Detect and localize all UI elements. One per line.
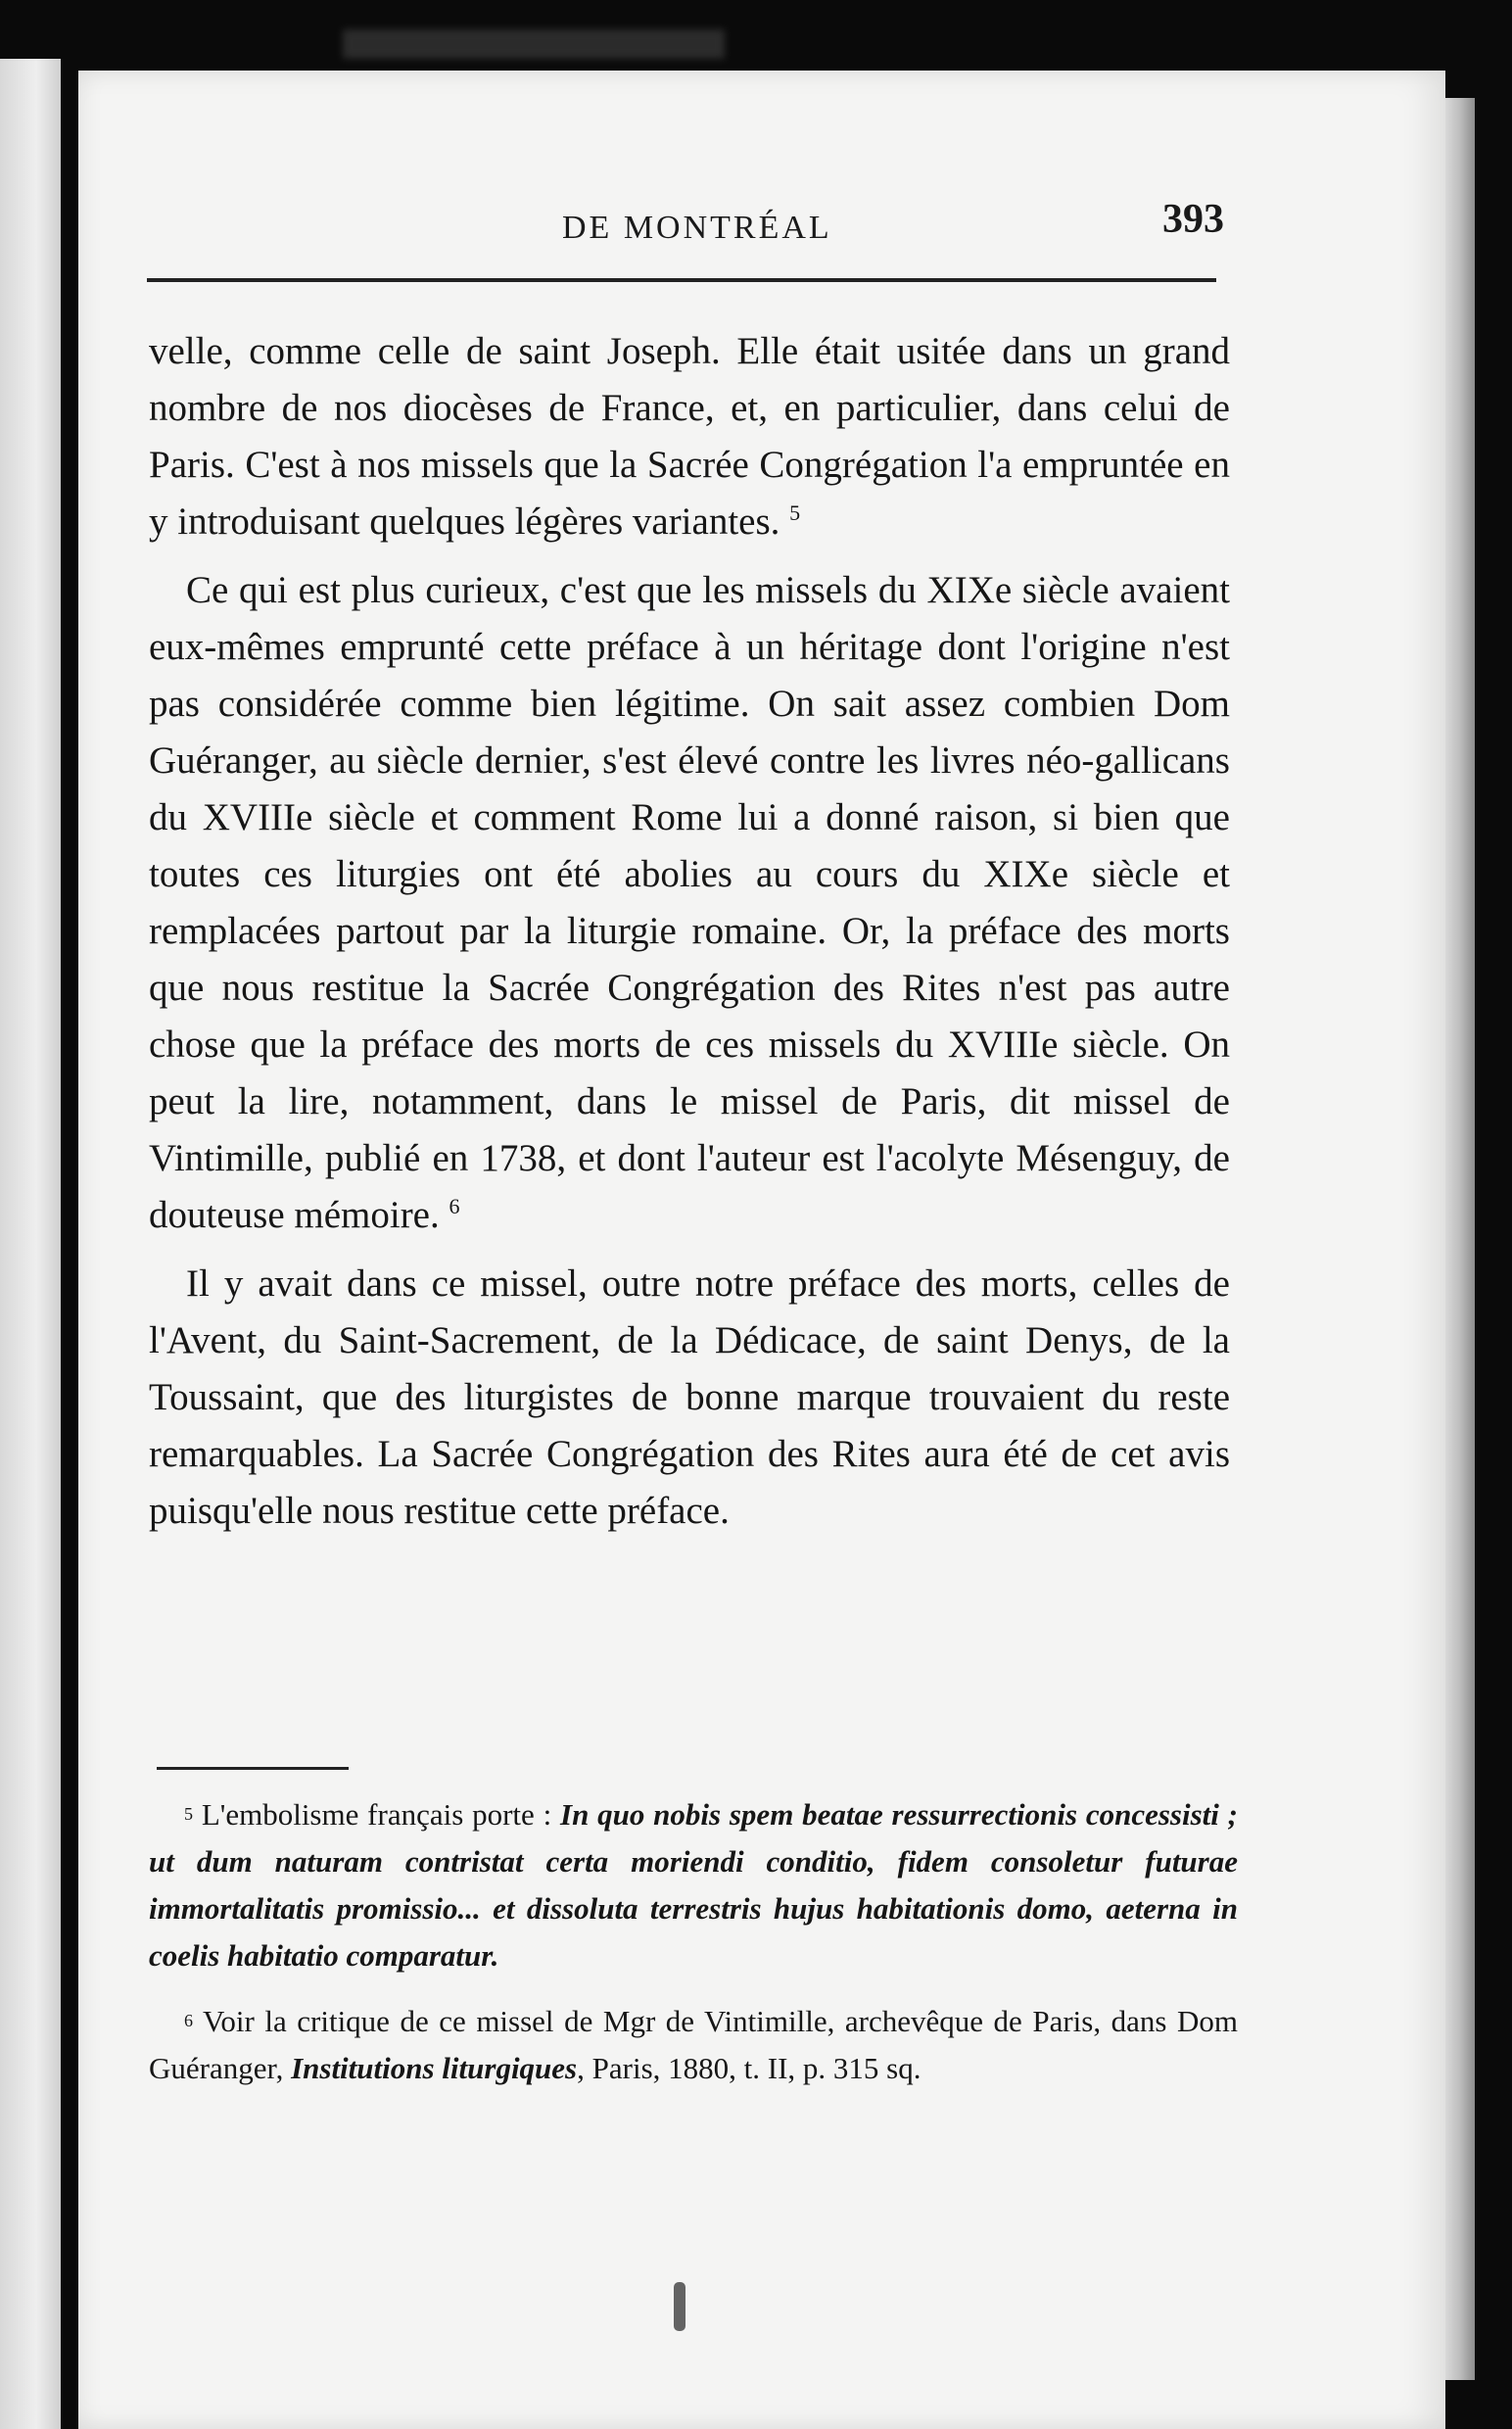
footnote-6: [149, 1997, 1238, 2092]
page-edge-shadow: [1445, 98, 1475, 2380]
paragraph-1: [149, 323, 1230, 550]
note-ref-5: 5: [789, 500, 801, 525]
ink-mark: [674, 2282, 685, 2331]
footnote-5-intro: L'embolisme français porte :: [201, 1797, 552, 1832]
footnote-6-mark: 6: [184, 2011, 193, 2030]
footnote-5: [149, 1790, 1238, 1979]
paragraph-3: [149, 1256, 1230, 1540]
page-number: 393: [1162, 197, 1224, 242]
footnote-6-text-before: Voir la critique de ce missel de Mgr de Vintimille, archevêque de Paris, dans Dom Guéranger,: [149, 2004, 1238, 2085]
paragraph-2: [149, 562, 1230, 1244]
previous-page-edge: [0, 59, 61, 2429]
footnote-6-text-after: , Paris, 1880, t. II, p. 315 sq.: [577, 2051, 921, 2085]
footnote-5-latin-quote: In quo nobis spem beatae ressurrectionis concessisti ; ut dum naturam contristat certa moriendi conditio, fidem consoletur futurae immortalitatis promissio... et dissoluta terrestris hujus habitationis domo, aeterna in coelis habitatio comparatur.: [149, 1797, 1239, 1973]
footnote-rule: [157, 1767, 349, 1770]
paragraph-2-text: Ce qui est plus curieux, c'est que les missels du XIXe siècle avaient eux-mêmes emprunté cette préface à un héritage dont l'origine n'est pas considérée comme bien légitime. On sait assez combien Dom Guéranger, au siècle dernier, s'est élevé contre les livres néo-gallicans du XVIIIe siècle et comment Rome lui a donné raison, si bien que toutes ces liturgies ont été abolies au cours du XIXe siècle et remplacées partout par la liturgie romaine. Or, la préface des morts que nous restitue la Sacrée Congrégation des Rites n'est pas autre chose que la préface des morts de ces missels du XVIIIe siècle. On peut la lire, notamment, dans le missel de Paris, dit missel de Vintimille, publié en 1738, et dont l'auteur est l'acolyte Mésenguy, de douteuse mémoire.: [149, 569, 1230, 1236]
footnote-5-mark: 5: [184, 1804, 193, 1824]
paragraph-3-text: Il y avait dans ce missel, outre notre préface des morts, celles de l'Avent, du Saint-Sacrement, de la Dédicace, de saint Denys, de la Toussaint, que des liturgistes de bonne marque trouvaient du reste remarquables. La Sacrée Congrégation des Rites aura été de cet avis puisqu'elle nous restitue cette préface.: [149, 1262, 1230, 1532]
paragraph-1-text: velle, comme celle de saint Joseph. Elle était usitée dans un grand nombre de nos diocèses de France, et, en particulier, dans celui de Paris. C'est à nos missels que la Sacrée Congrégation l'a empruntée en y introduisant quelques légères variantes.: [149, 330, 1230, 543]
running-head: DE MONTRÉAL: [562, 210, 832, 246]
body-text: [149, 323, 1230, 1540]
footnote-6-book-title: Institutions liturgiques: [291, 2051, 578, 2085]
header-rule: [147, 278, 1216, 282]
footnotes: [149, 1790, 1238, 2092]
scan-smudge: [343, 29, 725, 59]
note-ref-6: 6: [449, 1194, 460, 1218]
